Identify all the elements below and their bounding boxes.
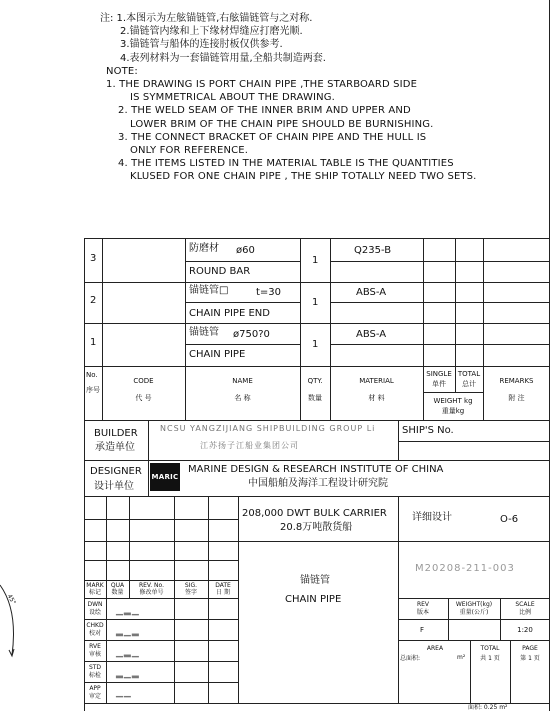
rev-label-cn: 版本 — [416, 609, 429, 616]
table-line — [102, 238, 103, 420]
designer-label: DESIGNER — [90, 466, 142, 477]
chkd-label-cn: 校对 — [88, 630, 101, 637]
item-material: ABS-A — [356, 329, 387, 340]
table-line — [106, 496, 107, 703]
note-line: 3. THE CONNECT BRACKET OF CHAIN PIPE AND THE HULL IS — [118, 131, 427, 143]
angle-arc-icon — [0, 580, 30, 660]
note-heading: NOTE: — [106, 65, 138, 77]
header-total: TOTAL — [457, 370, 481, 378]
table-line — [423, 392, 483, 393]
date-label: DATE — [215, 582, 231, 589]
item-size: t=30 — [256, 287, 282, 298]
item-no: 2 — [90, 295, 97, 306]
item-size: ø60 — [236, 245, 255, 256]
total-label-cn: 共 1 页 — [480, 655, 500, 662]
table-line — [84, 519, 238, 520]
table-line — [330, 238, 331, 420]
scale-label-cn: 比例 — [518, 609, 531, 616]
header-code: CODE — [133, 377, 154, 385]
mark-label: MARK — [86, 582, 104, 589]
header-total-cn: 总计 — [462, 380, 476, 388]
builder-name-cn: 江苏扬子江船业集团公司 — [200, 441, 299, 450]
item-material: ABS-A — [356, 287, 387, 298]
table-line — [84, 496, 550, 497]
header-name: NAME — [232, 377, 253, 385]
app-label: APP — [89, 685, 101, 692]
table-line — [455, 238, 456, 392]
scale-label: SCALE — [515, 601, 535, 608]
table-line — [84, 282, 550, 283]
dwn-label: DWN — [87, 601, 103, 608]
chkd-label: CHKD — [86, 622, 104, 629]
header-weight: WEIGHT kg — [433, 397, 473, 405]
footer-area: 面积: 0.25 m² — [468, 704, 508, 711]
table-line — [84, 460, 550, 461]
table-line — [185, 261, 300, 262]
header-single: SINGLE — [426, 370, 452, 378]
item-name-en: ROUND BAR — [189, 266, 251, 277]
app-label-cn: 审定 — [88, 693, 101, 700]
drawing-number: M20208-211-003 — [415, 563, 515, 574]
note-line: 2.锚链管内缘和上下缘材焊缝应打磨光顺. — [120, 26, 303, 38]
note-line: KLUSED FOR ONE CHAIN PIPE , THE SHIP TOTALLY NEED TWO SETS. — [130, 171, 477, 183]
item-qty: 1 — [312, 255, 319, 266]
header-no: No. — [86, 371, 98, 379]
table-line — [84, 541, 550, 542]
item-qty: 1 — [312, 297, 319, 308]
table-line — [84, 580, 238, 581]
table-line — [84, 640, 238, 641]
sig-label: SIG. — [184, 582, 198, 589]
table-line — [330, 261, 550, 262]
table-line — [300, 238, 301, 420]
table-line — [238, 496, 239, 703]
total-label: TOTAL — [480, 645, 500, 652]
drawing-title: CHAIN PIPE — [285, 594, 342, 605]
item-name-cn: 锚链管 — [189, 327, 219, 338]
table-line — [398, 420, 399, 460]
item-name-cn: 防磨材 — [189, 243, 219, 254]
builder-label: BUILDER — [94, 428, 138, 439]
header-qty-cn: 数量 — [308, 394, 322, 402]
rve-label: RVE — [89, 643, 101, 650]
ships-no-label: SHIP'S No. — [402, 425, 454, 436]
notes-block — [100, 12, 550, 184]
table-line — [398, 598, 550, 599]
table-line — [84, 682, 238, 683]
table-line — [84, 560, 238, 561]
signature-mark: ▁▂▁ — [116, 606, 140, 616]
rev-no-label: REV. No. — [138, 582, 165, 589]
note-line: LOWER BRIM OF THE CHAIN PIPE SHOULD BE BURNISHING. — [130, 118, 434, 130]
rev-label: REV — [416, 601, 430, 608]
table-line — [84, 661, 238, 662]
table-line — [185, 238, 186, 420]
maric-logo: MARIC — [150, 463, 180, 491]
table-line — [330, 302, 550, 303]
institute-name: MARINE DESIGN & RESEARCH INSTITUTE OF CHINA — [188, 464, 444, 475]
table-line — [185, 302, 300, 303]
mark-label-cn: 标记 — [88, 589, 101, 596]
weight-label-cn: 重量(公斤) — [459, 609, 489, 616]
table-line — [84, 420, 550, 421]
page-label-cn: 第 1 页 — [520, 655, 540, 662]
signature-mark: ▂▁▂ — [116, 627, 140, 637]
note-line: IS SYMMETRICAL ABOUT THE DRAWING. — [130, 92, 335, 104]
area-label: AREA — [426, 645, 444, 652]
scale-value: 1:20 — [517, 626, 533, 634]
sig-label-cn: 签字 — [184, 589, 197, 596]
item-name-en: CHAIN PIPE — [189, 349, 246, 360]
table-line — [174, 496, 175, 703]
table-line — [398, 441, 550, 442]
dwn-label-cn: 设绘 — [88, 609, 101, 616]
rev-value: F — [420, 626, 425, 634]
builder-label-cn: 承造单位 — [95, 442, 135, 453]
builder-name: NCSU YANGZIJIANG SHIPBUILDING GROUP Li — [160, 424, 376, 433]
table-line — [483, 238, 484, 420]
header-material-cn: 材 料 — [368, 394, 385, 402]
ship-type: 208,000 DWT BULK CARRIER — [242, 508, 387, 519]
table-line — [398, 640, 550, 641]
note-line: 4.表列材料为一套锚链管用量,全船共制造两套. — [120, 52, 326, 64]
item-no: 1 — [90, 337, 97, 348]
date-label-cn: 日 期 — [216, 589, 230, 596]
note-line: 3.锚链管与船体的连接肘板仅供参考. — [120, 39, 283, 51]
header-material: MATERIAL — [359, 377, 394, 385]
note-line: 2. THE WELD SEAM OF THE INNER BRIM AND UPPER AND — [118, 105, 411, 117]
table-line — [84, 238, 550, 239]
table-line — [398, 619, 550, 620]
std-label-cn: 标检 — [88, 672, 101, 679]
angle-label: 45° — [5, 593, 18, 606]
page-label: PAGE — [522, 645, 538, 652]
header-remarks-cn: 附 注 — [508, 394, 525, 402]
designer-label-cn: 设计单位 — [94, 481, 134, 492]
rev-no-label-cn: 修改单号 — [139, 589, 164, 596]
item-qty: 1 — [312, 339, 319, 350]
table-line — [208, 496, 209, 703]
table-line — [398, 496, 399, 703]
item-name-en: CHAIN PIPE END — [189, 308, 270, 319]
institute-name-cn: 中国船舶及海洋工程设计研究院 — [248, 478, 388, 489]
note-line: 1. THE DRAWING IS PORT CHAIN PIPE ,THE STARBOARD SIDE — [106, 79, 418, 91]
table-line — [84, 619, 238, 620]
table-line — [185, 344, 300, 345]
drawing-title-cn: 锚链管 — [300, 575, 330, 586]
table-line — [423, 238, 424, 420]
header-no-cn: 序号 — [86, 386, 100, 394]
design-stage: 详细设计 — [412, 512, 452, 523]
qua-label: QUA — [110, 582, 125, 589]
rve-label-cn: 审核 — [88, 651, 101, 658]
area-label-cn: 总面积: — [400, 655, 421, 662]
note-line: 4. THE ITEMS LISTED IN THE MATERIAL TABLE IS THE QUANTITIES — [118, 158, 454, 170]
item-no: 3 — [90, 253, 97, 264]
signature-mark: ▁▂▁ — [116, 648, 140, 658]
table-line — [84, 598, 238, 599]
header-name-cn: 名 称 — [234, 394, 251, 402]
header-qty: QTY. — [307, 377, 323, 385]
header-single-cn: 单件 — [432, 380, 446, 388]
header-remarks: REMARKS — [499, 377, 534, 385]
item-name-cn: 锚链管□ — [189, 285, 229, 296]
std-label: STD — [88, 664, 102, 671]
ship-type-cn: 20.8万吨散货船 — [280, 522, 353, 533]
note-line: 注: 1.本图示为左舷锚链管,右舷锚链管与之对称. — [100, 13, 313, 24]
stage-number: O-6 — [500, 514, 519, 525]
table-line — [84, 323, 550, 324]
header-code-cn: 代 号 — [135, 394, 152, 402]
table-line — [84, 366, 550, 367]
table-line — [330, 344, 550, 345]
table-line — [148, 420, 149, 496]
signature-mark: ▁▁ — [116, 688, 132, 698]
weight-label: WEIGHT(kg) — [455, 601, 493, 608]
qua-label-cn: 数量 — [111, 589, 124, 596]
note-line: ONLY FOR REFERENCE. — [130, 145, 249, 157]
item-size: ø750?0 — [233, 329, 270, 340]
area-unit: m² — [457, 654, 466, 661]
header-weight-cn: 重量kg — [441, 407, 465, 415]
item-material: Q235-B — [354, 245, 392, 256]
signature-mark: ▂▁▂ — [116, 669, 140, 679]
